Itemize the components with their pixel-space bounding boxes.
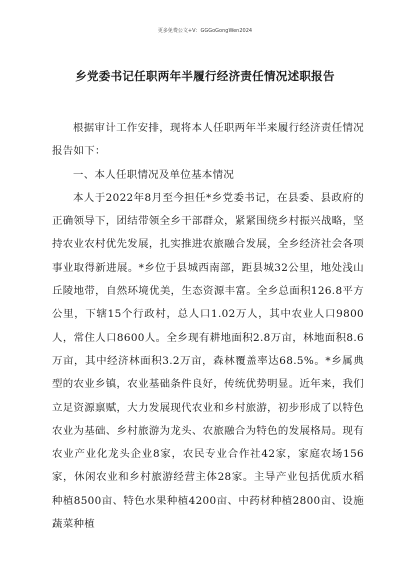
intro-paragraph: 根据审计工作安排，现将本人任职两年半来履行经济责任情况报告如下： [52, 122, 364, 158]
header-watermark: 更多免费公文+V：GGGoGongWen2024 [157, 28, 253, 34]
document-title: 乡党委书记任职两年半履行经济责任情况述职报告 [75, 69, 335, 83]
section-heading: 一、本人任职情况及单位基本情况 [73, 168, 235, 181]
document-body [52, 117, 364, 536]
body-paragraph: 本人于2022年8月至今担任*乡党委书记，在县委、县政府的正确领导下，团结带领全乡干部群众，紧紧围绕乡村振兴战略，坚持农业农村优先发展，扎实推进农旅融合发展，全乡经济社会各项事业取得新进展。*乡位于县城西南部，距县城32公里，地处浅山丘陵地带，自然环境优美，生态资源丰富。全乡总面积126.8平方公里，下辖15个行政村，总人口1.02万人，其中农业人口9800人，常住人口8600人。全乡现有耕地面积2.8万亩，林地面积8.6万亩，其中经济林面积3.2万亩，森林覆盖率达68.5%。*乡属典型的农业乡镇，农业基础条件良好，传统优势明显。近年来，我们立足资源禀赋，大力发展现代农业和乡村旅游，初步形成了以特色农业为基础、乡村旅游为龙头、农旅融合为特色的发展格局。现有农业产业化龙头企业8家，农民专业合作社42家，家庭农场156家，休闲农业和乡村旅游经营主体28家。主导产业包括优质水稻种植8500亩、特色水果种植4200亩、中药材种植2800亩、设施蔬菜种植 [52, 191, 364, 531]
